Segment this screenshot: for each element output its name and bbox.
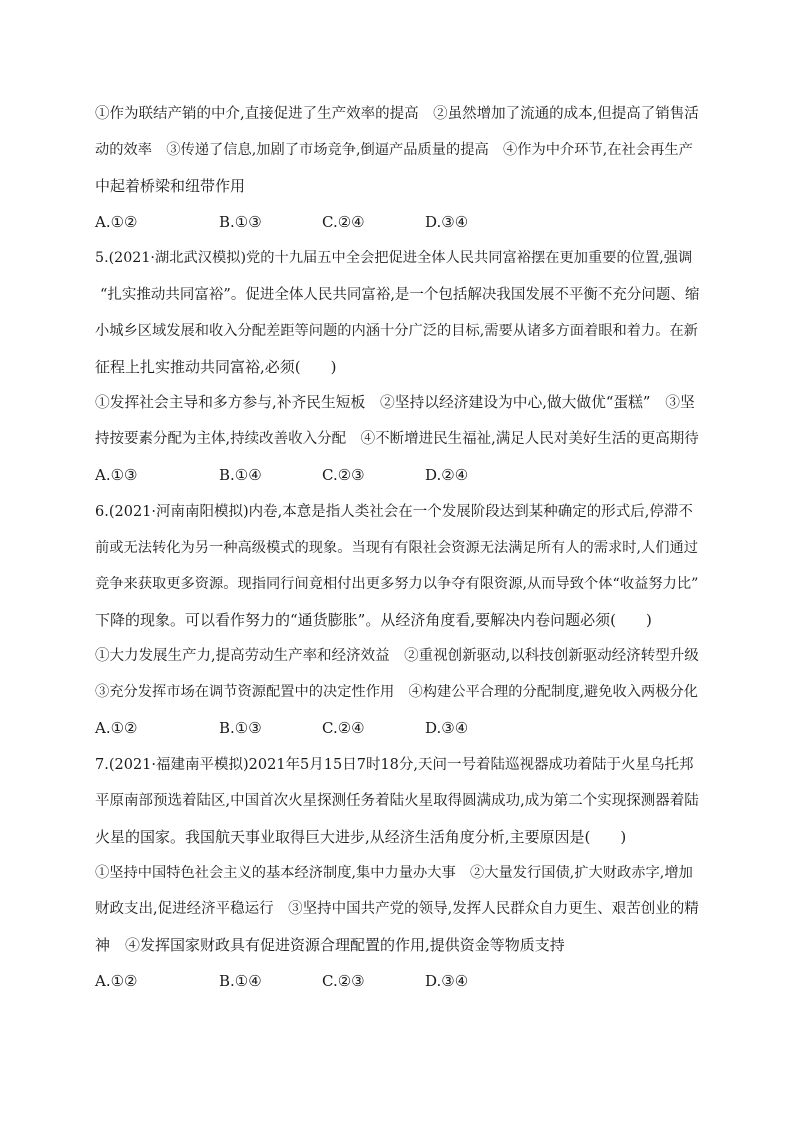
q6-stem-line: 竞争来获取更多资源。现指同行间竟相付出更多努力以争夺有限资源,从而导致个体“收益努力比” xyxy=(95,576,699,592)
q6-option-a: A.①② xyxy=(95,719,138,737)
q7-option-c: C.②③ xyxy=(322,972,365,990)
q6-stem-line: 下降的现象。可以看作努力的“通货膨胀”。从经济角度看,要解决内卷问题必须( ) xyxy=(95,611,652,629)
q6-choice-line: ③充分发挥市场在调节资源配置中的决定性作用 ④构建公平合理的分配制度,避免收入两极分化 xyxy=(95,684,699,700)
q6-choice-line: ①大力发展生产力,提高劳动生产率和经济效益 ②重视创新驱动,以科技创新驱动经济转型升级 xyxy=(95,648,699,664)
q4-text-line: ①作为联结产销的中介,直接促进了生产效率的提高 ②虽然增加了流通的成本,但提高了销售活 xyxy=(95,106,699,122)
q7-option-d: D.③④ xyxy=(425,972,469,990)
q4-option-b: B.①③ xyxy=(219,213,262,231)
q5-choice-line: 持按要素分配为主体,持续改善收入分配 ④不断增进民生福祉,满足人民对美好生活的更高期待 xyxy=(95,431,699,447)
q5-stem-line: 小城乡区域发展和收入分配差距等问题的内涵十分广泛的目标,需要从诸多方面着眼和着力。在新 xyxy=(95,323,699,339)
q4-option-a: A.①② xyxy=(95,213,138,231)
q5-option-b: B.①④ xyxy=(219,466,262,484)
q7-option-b: B.①④ xyxy=(219,972,262,990)
q6-option-d: D.③④ xyxy=(425,719,469,737)
q5-option-d: D.②④ xyxy=(425,466,469,484)
q7-choice-line: 财政支出,促进经济平稳运行 ③坚持中国共产党的领导,发挥人民群众自力更生、艰苦创业的精 xyxy=(95,901,699,917)
q5-stem-line: “扎实推动共同富裕”。促进全体人民共同富裕,是一个包括解决我国发展不平衡不充分问题、缩 xyxy=(100,287,700,303)
q5-option-a: A.①③ xyxy=(95,466,138,484)
q6-stem-line: 6.(2021·河南南阳模拟)内卷,本意是指人类社会在一个发展阶段达到某种确定的形式后,停滞不 xyxy=(95,504,693,520)
q5-stem-line: 5.(2021·湖北武汉模拟)党的十九届五中全会把促进全体人民共同富裕摆在更加重要的位置,强调 xyxy=(95,250,693,266)
q7-option-a: A.①② xyxy=(95,972,138,990)
q4-option-d: D.③④ xyxy=(425,213,469,231)
q7-choice-line: ①坚持中国特色社会主义的基本经济制度,集中力量办大事 ②大量发行国债,扩大财政赤字,增加 xyxy=(95,865,693,881)
q7-stem-line: 火星的国家。我国航天事业取得巨大进步,从经济生活角度分析,主要原因是( ) xyxy=(95,828,627,846)
q5-stem-line: 征程上扎实推动共同富裕,必须( ) xyxy=(95,358,337,376)
q5-option-c: C.②③ xyxy=(322,466,365,484)
q7-choice-line: 神 ④发挥国家财政具有促进资源合理配置的作用,提供资金等物质支持 xyxy=(95,936,565,954)
q4-option-c: C.②④ xyxy=(322,213,365,231)
q5-choice-line: ①发挥社会主导和多方参与,补齐民生短板 ②坚持以经济建设为中心,做大做优“蛋糕” ③坚 xyxy=(95,394,695,411)
q4-text-line: 中起着桥梁和纽带作用 xyxy=(95,177,246,195)
q6-option-c: C.②④ xyxy=(322,719,365,737)
q7-stem-line: 7.(2021·福建南平模拟)2021年5月15日7时18分,天问一号着陆巡视器成功着陆于火星乌托邦 xyxy=(95,757,694,773)
q6-stem-line: 前或无法转化为另一种高级模式的现象。当现有有限社会资源无法满足所有人的需求时,人们通过 xyxy=(95,540,699,556)
q6-option-b: B.①③ xyxy=(219,719,262,737)
q7-stem-line: 平原南部预选着陆区,中国首次火星探测任务着陆火星取得圆满成功,成为第二个实现探测器着陆 xyxy=(95,793,699,809)
q4-text-line: 动的效率 ③传递了信息,加剧了市场竞争,倒逼产品质量的提高 ④作为中介环节,在社会再生产 xyxy=(95,142,693,158)
